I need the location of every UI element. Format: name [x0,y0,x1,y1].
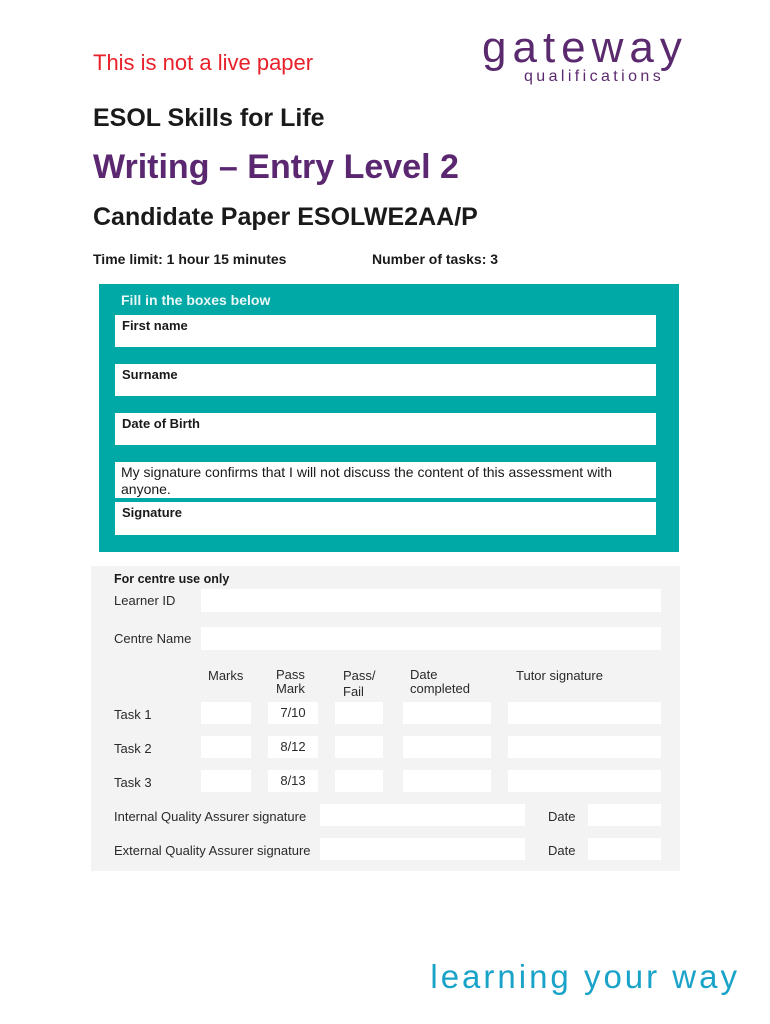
date-of-birth-field[interactable] [115,413,656,445]
task-2-label: Task 2 [114,741,152,756]
eqa-signature-label: External Quality Assurer signature [114,843,311,858]
centre-name-label: Centre Name [114,631,192,646]
tutor-signature-column-header: Tutor signature [516,668,603,683]
signature-label: Signature [122,505,182,520]
task-2-date-completed-field[interactable] [403,736,491,758]
task-3-pass-mark [268,770,318,792]
task-2-pass-mark-value: 8/12 [280,739,306,754]
time-limit: Time limit: 1 hour 15 minutes [93,251,287,267]
pass-fail-header-line1: Pass/ [343,668,376,683]
task-3-marks-field[interactable] [201,770,251,792]
iqa-signature-label: Internal Quality Assurer signature [114,809,307,824]
footer-tagline: learning your way [430,958,740,995]
subject-title: ESOL Skills for Life [93,104,325,132]
date-of-birth-label: Date of Birth [122,416,200,431]
task-3-tutor-signature-field[interactable] [508,770,661,792]
iqa-date-field[interactable] [588,804,661,826]
number-of-tasks: Number of tasks: 3 [372,251,499,267]
marks-column-header: Marks [208,668,244,683]
task-2-pass-mark [268,736,318,758]
pass-mark-header-line1: Pass [276,667,305,682]
iqa-date-label: Date [548,809,576,824]
eqa-date-field[interactable] [588,838,661,860]
level-title: Writing – Entry Level 2 [93,148,459,186]
confirmation-text: My signature confirms that I will not discuss the content of this assessment with anyone. [121,464,612,497]
paper-code: Candidate Paper ESOLWE2AA/P [93,203,478,231]
candidate-panel-heading: Fill in the boxes below [121,292,271,308]
task-2-tutor-signature-field[interactable] [508,736,661,758]
centre-use-heading: For centre use only [114,572,230,586]
pass-mark-header-line2: Mark [276,681,305,696]
task-1-pass-mark [268,702,318,724]
task-1-tutor-signature-field[interactable] [508,702,661,724]
not-live-notice: This is not a live paper [93,50,314,75]
signature-field[interactable] [115,502,656,535]
eqa-signature-field[interactable] [320,838,525,860]
task-3-date-completed-field[interactable] [403,770,491,792]
task-1-label: Task 1 [114,707,152,722]
date-completed-header-line1: Date [410,667,438,682]
date-completed-column-header [410,668,470,696]
task-1-date-completed-field[interactable] [403,702,491,724]
pass-fail-header-line2: Fail [343,684,364,699]
task-1-pass-fail-field[interactable] [335,702,383,724]
pass-mark-column-header [276,668,305,696]
first-name-field[interactable] [115,315,656,347]
surname-label: Surname [122,367,178,382]
date-completed-header-line2: completed [410,681,470,696]
task-2-marks-field[interactable] [201,736,251,758]
task-1-pass-mark-value: 7/10 [280,705,306,720]
surname-field[interactable] [115,364,656,396]
task-2-pass-fail-field[interactable] [335,736,383,758]
gateway-logo: gateway [482,23,688,72]
task-1-marks-field[interactable] [201,702,251,724]
first-name-label: First name [122,318,188,333]
task-3-label: Task 3 [114,775,152,790]
eqa-date-label: Date [548,843,576,858]
learner-id-field[interactable] [201,589,661,612]
gateway-logo-subtitle: qualifications [524,68,665,85]
centre-name-field[interactable] [201,627,661,650]
task-3-pass-mark-value: 8/13 [280,773,306,788]
task-3-pass-fail-field[interactable] [335,770,383,792]
learner-id-label: Learner ID [114,593,176,608]
iqa-signature-field[interactable] [320,804,525,826]
pass-fail-column-header [343,668,376,700]
confirmation-statement [115,462,656,498]
